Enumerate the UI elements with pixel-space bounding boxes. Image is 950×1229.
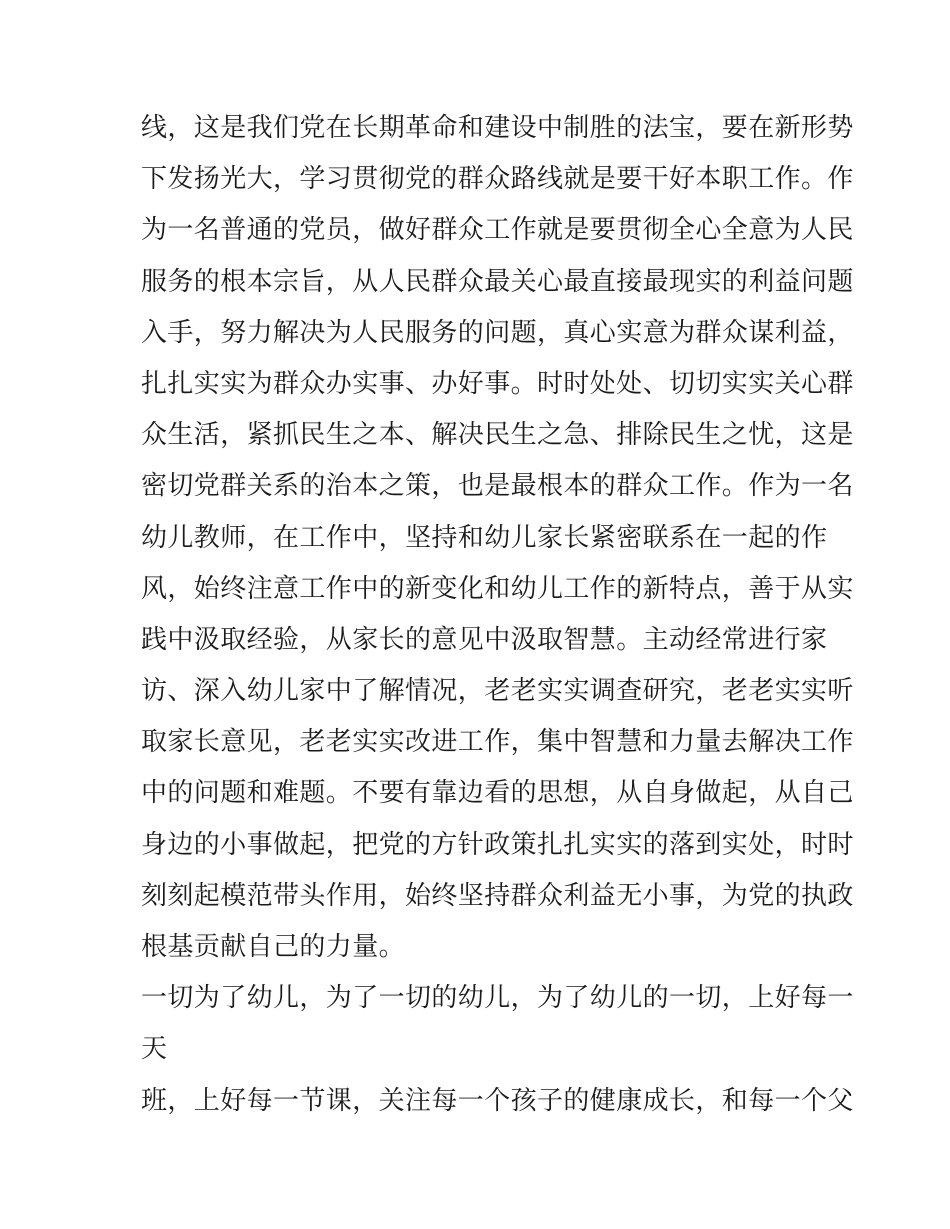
text-line: 为一名普通的党员，做好群众工作就是要贯彻全心全意为人民 (141, 215, 854, 246)
text-line: 中的问题和难题。不要有靠边看的思想，从自身做起，从自己 (141, 778, 854, 809)
text-line: 根基贡献自己的力量。 (141, 932, 406, 962)
text-line: 访、深入幼儿家中了解情况，老老实实调查研究，老老实实听 (141, 676, 854, 707)
text-line: 众生活，紧抓民生之本、解决民生之急、排除民生之忧，这是 (141, 420, 854, 451)
text-line: 天 (141, 1034, 168, 1065)
text-line: 线，这是我们党在长期革命和建设中制胜的法宝，要在新形势 (141, 113, 854, 143)
text-line: 扎扎实实为群众办实事、办好事。时时处处、切切实实关心群 (141, 368, 854, 399)
text-line: 践中汲取经验，从家长的意见中汲取智慧。主动经常进行家 (141, 624, 828, 655)
text-line: 班，上好每一节课，关注每一个孩子的健康成长，和每一个父 (141, 1085, 854, 1116)
text-line: 身边的小事做起，把党的方针政策扎扎实实的落到实处，时时 (141, 829, 854, 860)
text-line: 下发扬光大，学习贯彻党的群众路线就是要干好本职工作。作 (141, 164, 854, 195)
text-line: 风，始终注意工作中的新变化和幼儿工作的新特点，善于从实 (141, 573, 854, 604)
body-text (141, 103, 854, 1127)
text-line: 取家长意见，老老实实改进工作，集中智慧和力量去解决工作 (141, 727, 854, 758)
text-line: 刻刻起模范带头作用，始终坚持群众利益无小事，为党的执政 (141, 880, 854, 911)
text-line: 幼儿教师，在工作中，坚持和幼儿家长紧密联系在一起的作 (141, 522, 828, 553)
text-line: 入手，努力解决为人民服务的问题，真心实意为群众谋利益， (141, 317, 854, 348)
text-line: 一切为了幼儿，为了一切的幼儿，为了幼儿的一切，上好每一 (141, 983, 854, 1014)
text-line: 密切党群关系的治本之策，也是最根本的群众工作。作为一名 (141, 471, 854, 502)
text-line: 服务的根本宗旨，从人民群众最关心最直接最现实的利益问题 (141, 266, 854, 297)
